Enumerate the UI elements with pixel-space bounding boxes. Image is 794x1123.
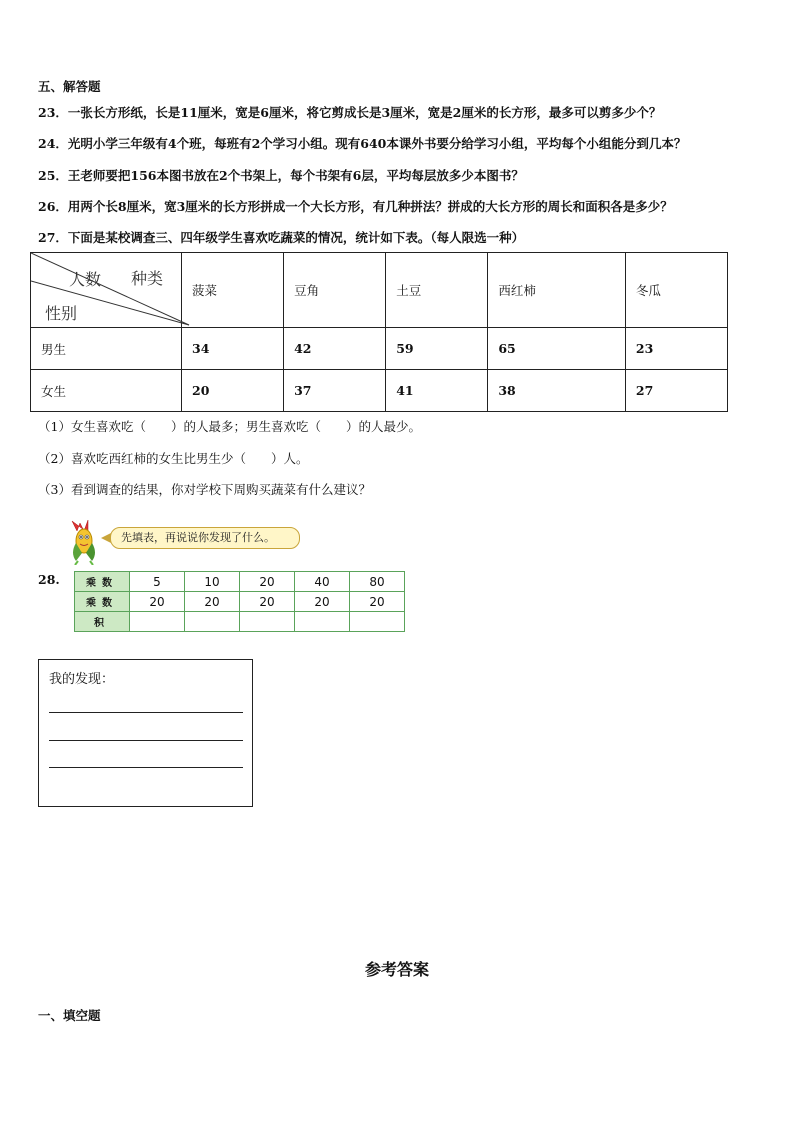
header-spinach: 菠菜 <box>182 253 284 328</box>
table-cell: 37 <box>284 370 386 412</box>
header-tomato: 西红柿 <box>488 253 626 328</box>
diag-label-kind: 种类 <box>131 269 164 288</box>
table-cell: 20 <box>240 592 295 612</box>
product-cell[interactable] <box>185 612 240 632</box>
discovery-box <box>38 659 253 807</box>
table-cell: 59 <box>386 328 488 370</box>
table-cell: 20 <box>295 592 350 612</box>
answer-section-title: 一、填空题 <box>38 1008 101 1023</box>
question-24: 24．光明小学三年级有4个班，每班有2个学习小组。现有640本课外书要分给学习小组，平均每个小组能分到几本？ <box>38 136 687 151</box>
table-row <box>31 370 728 412</box>
survey-header-row <box>31 253 728 328</box>
diag-label-gender: 性别 <box>45 304 78 323</box>
table-cell: 20 <box>350 592 405 612</box>
subquestion-2: （2）喜欢吃西红柿的女生比男生少（ ）人。 <box>38 451 309 466</box>
question-27: 27．下面是某校调查三、四年级学生喜欢吃蔬菜的情况，统计如下表。（每人限选一种） <box>38 230 525 245</box>
row-label-multiplier-1: 乘数 <box>75 572 130 592</box>
table-cell: 20 <box>240 572 295 592</box>
table-row <box>75 612 405 632</box>
table-cell: 40 <box>295 572 350 592</box>
header-potato: 土豆 <box>386 253 488 328</box>
diagonal-header-cell <box>31 253 182 328</box>
answer-line[interactable] <box>49 712 243 713</box>
corn-mascot-icon <box>66 515 102 565</box>
table-cell: 34 <box>182 328 284 370</box>
row-label-multiplier-2: 乘数 <box>75 592 130 612</box>
row-label-girls: 女生 <box>31 370 182 412</box>
diag-label-people: 人数 <box>69 270 102 289</box>
row-label-product: 积 <box>75 612 130 632</box>
discovery-title: 我的发现： <box>49 672 115 687</box>
section-title: 五、解答题 <box>38 79 101 94</box>
header-beans: 豆角 <box>284 253 386 328</box>
table-cell: 65 <box>488 328 626 370</box>
row-label-boys: 男生 <box>31 328 182 370</box>
table-row <box>31 328 728 370</box>
question-28-number: 28. <box>38 572 60 587</box>
speech-bubble: 先填表，再说说你发现了什么。 <box>110 527 300 549</box>
table-cell: 80 <box>350 572 405 592</box>
product-cell[interactable] <box>295 612 350 632</box>
table-cell: 23 <box>625 328 727 370</box>
survey-table <box>30 252 728 412</box>
product-cell[interactable] <box>350 612 405 632</box>
table-cell: 10 <box>185 572 240 592</box>
header-winter-melon: 冬瓜 <box>625 253 727 328</box>
subquestion-1: （1）女生喜欢吃（ ）的人最多；男生喜欢吃（ ）的人最少。 <box>38 419 421 434</box>
table-row <box>75 592 405 612</box>
question-23: 23．一张长方形纸，长是11厘米，宽是6厘米，将它剪成长是3厘米，宽是2厘米的长方形，最多可以剪多少个？ <box>38 105 662 120</box>
subquestion-3: （3）看到调查的结果，你对学校下周购买蔬菜有什么建议？ <box>38 482 371 497</box>
table-cell: 5 <box>130 572 185 592</box>
answer-line[interactable] <box>49 740 243 741</box>
table-cell: 20 <box>182 370 284 412</box>
answer-line[interactable] <box>49 767 243 768</box>
table-row <box>75 572 405 592</box>
answer-title: 参考答案 <box>364 960 429 979</box>
question-25: 25．王老师要把156本图书放在2个书架上，每个书架有6层，平均每层放多少本图书？ <box>38 168 524 183</box>
table-cell: 20 <box>185 592 240 612</box>
table-cell: 20 <box>130 592 185 612</box>
multiplication-table <box>74 571 405 632</box>
table-cell: 42 <box>284 328 386 370</box>
product-cell[interactable] <box>130 612 185 632</box>
table-cell: 41 <box>386 370 488 412</box>
product-cell[interactable] <box>240 612 295 632</box>
table-cell: 38 <box>488 370 626 412</box>
table-cell: 27 <box>625 370 727 412</box>
question-26: 26．用两个长8厘米，宽3厘米的长方形拼成一个大长方形，有几种拼法？拼成的大长方形的周长和面积各是多少？ <box>38 199 673 214</box>
